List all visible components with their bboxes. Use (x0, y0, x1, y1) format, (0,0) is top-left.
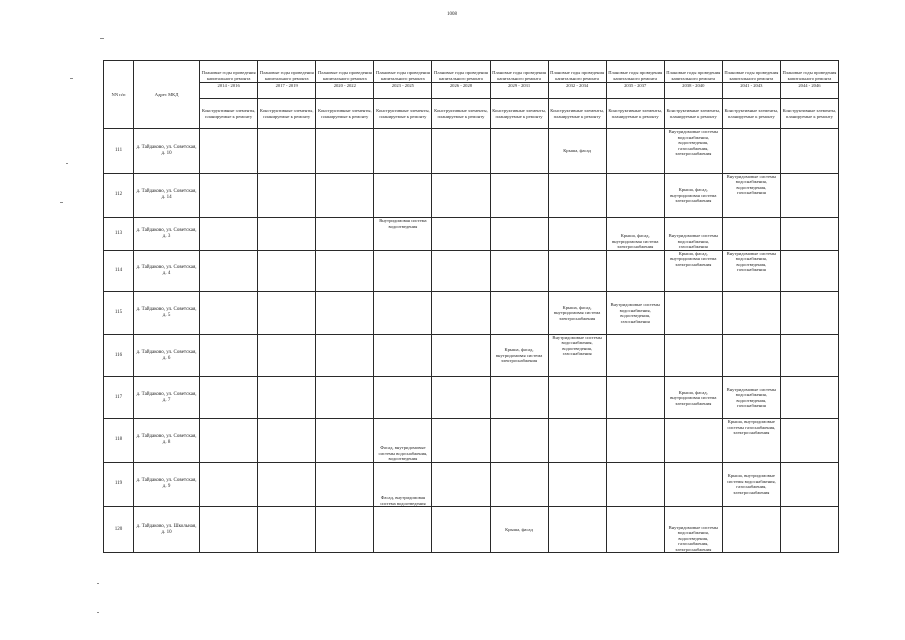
repair-cell (606, 129, 664, 174)
repair-cell (316, 250, 374, 292)
element-header: Конструктивные элементы, планируемые к ремонту (780, 99, 838, 129)
repair-cell (722, 129, 780, 174)
period-header-title: Плановые годы проведения капитального ремонта (666, 70, 721, 81)
repair-cell (200, 129, 258, 174)
repair-cell (258, 292, 316, 335)
repair-cell (780, 173, 838, 218)
repair-cell (200, 250, 258, 292)
table-row (104, 334, 839, 377)
repair-cell (722, 218, 780, 250)
row-number: 111 (104, 129, 134, 174)
address-column-header: Адрес МКД (134, 61, 200, 129)
table-row (104, 250, 839, 292)
repair-cell (606, 507, 664, 553)
period-years: 2032 - 2034 (549, 82, 606, 89)
row-number: 118 (104, 419, 134, 463)
scan-mark (97, 583, 99, 584)
repair-cell (490, 377, 548, 419)
period-header-title: Плановые годы проведения капитального ремонта (375, 70, 430, 81)
address-cell: д. Тайдаково, ул. Советская, д. 5 (134, 292, 200, 335)
repair-cell (316, 462, 374, 507)
repair-cell (490, 250, 548, 292)
repair-cell (374, 292, 432, 335)
repair-cell (316, 129, 374, 174)
repair-cell (432, 462, 490, 507)
repair-cell: Внутридомовые системы водоснабжения, водоотведения, газоснабжения (722, 250, 780, 292)
repair-cell (606, 173, 664, 218)
row-number: 112 (104, 173, 134, 218)
repair-cell (200, 377, 258, 419)
scan-mark (97, 612, 99, 613)
repair-cell (548, 419, 606, 463)
address-cell: д. Тайдаково, ул. Школьная, д. 10 (134, 507, 200, 553)
element-header-row (104, 99, 839, 129)
repair-cell (374, 173, 432, 218)
period-header (548, 61, 606, 99)
repair-cell (432, 218, 490, 250)
repair-cell (316, 507, 374, 553)
period-header (722, 61, 780, 99)
repair-cell (490, 218, 548, 250)
repair-cell (780, 377, 838, 419)
repair-cell (316, 419, 374, 463)
header-row (104, 61, 839, 99)
period-years: 2029 - 2031 (491, 82, 548, 89)
period-header-title: Плановые годы проведения капитального ремонта (492, 70, 546, 81)
address-cell: д. Тайдаково, ул. Советская, д. 8 (134, 419, 200, 463)
repair-cell (548, 250, 606, 292)
address-cell: д. Тайдаково, ул. Советская, д. 4 (134, 250, 200, 292)
element-header: Конструктивные элементы, планируемые к ремонту (664, 99, 722, 129)
repair-cell: Крыша, фасад (490, 507, 548, 553)
repair-cell: Внутридомовые системы водоснабжения, водоотведения, газоснабжения, электроснабжения (664, 129, 722, 174)
repair-cell: Фасад, внутридомовая система водоотведения (374, 462, 432, 507)
table-row (104, 173, 839, 218)
repair-cell (780, 218, 838, 250)
repair-cell (374, 507, 432, 553)
period-header (258, 61, 316, 99)
period-years: 2014 - 2016 (200, 82, 257, 89)
period-years: 2017 - 2019 (258, 82, 315, 89)
row-number: 117 (104, 377, 134, 419)
address-cell: д. Тайдаково, ул. Советская, д. 6 (134, 334, 200, 377)
scan-mark (66, 163, 68, 164)
repair-cell (780, 507, 838, 553)
scan-mark (100, 38, 104, 39)
period-header-title: Плановые годы проведения капитального ремонта (782, 70, 837, 81)
repair-cell (200, 292, 258, 335)
address-cell: д. Тайдаково, ул. Советская, д. 10 (134, 129, 200, 174)
period-header-title: Плановые годы проведения капитального ремонта (608, 70, 663, 81)
repair-cell (258, 218, 316, 250)
repair-cell (722, 292, 780, 335)
table-row (104, 129, 839, 174)
period-header (606, 61, 664, 99)
period-header-title: Плановые годы проведения капитального ремонта (201, 70, 256, 81)
repair-cell: Крыша, фасад, внутридомовая система электроснабжения (606, 218, 664, 250)
repair-cell (200, 507, 258, 553)
period-header-title: Плановые годы проведения капитального ремонта (317, 70, 372, 81)
repair-cell (722, 507, 780, 553)
period-header (432, 61, 490, 99)
repair-cell (200, 218, 258, 250)
repair-cell (664, 419, 722, 463)
repair-cell (316, 173, 374, 218)
repair-cell: Внутридомовая система водоотведения (374, 218, 432, 250)
row-number: 115 (104, 292, 134, 335)
element-header: Конструктивные элементы, планируемые к ремонту (606, 99, 664, 129)
repair-cell (548, 377, 606, 419)
element-header: Конструктивные элементы, планируемые к ремонту (258, 99, 316, 129)
repair-cell (606, 462, 664, 507)
element-header: Конструктивные элементы, планируемые к ремонту (200, 99, 258, 129)
element-header: Конструктивные элементы, планируемые к ремонту (490, 99, 548, 129)
repair-cell (490, 173, 548, 218)
element-header: Конструктивные элементы, планируемые к ремонту (548, 99, 606, 129)
repair-cell (200, 462, 258, 507)
table-row (104, 462, 839, 507)
repair-cell: Крыша, фасад, внутридомовая система электроснабжения (664, 173, 722, 218)
repair-cell (200, 334, 258, 377)
table-row (104, 218, 839, 250)
repair-cell: Крыша, внутридомовые системы газоснабжения, электроснабжения (722, 419, 780, 463)
row-number: 120 (104, 507, 134, 553)
period-years: 2044 - 2046 (781, 82, 838, 89)
repair-cell (490, 292, 548, 335)
repair-cell (606, 334, 664, 377)
repair-cell (490, 462, 548, 507)
repair-cell (316, 218, 374, 250)
repair-cell: Крыша, внутридомовые системы водоснабжения, газоснабжения, электроснабжения (722, 462, 780, 507)
repair-cell (606, 250, 664, 292)
repair-cell (258, 129, 316, 174)
repair-plan-table (103, 60, 839, 553)
repair-cell (780, 292, 838, 335)
repair-cell (490, 419, 548, 463)
repair-cell (258, 377, 316, 419)
row-number: 116 (104, 334, 134, 377)
period-header (664, 61, 722, 99)
repair-cell: Внутридомовые системы водоснабжения, водоотведения, газоснабжения (722, 173, 780, 218)
repair-cell (374, 377, 432, 419)
address-cell: д. Тайдаково, ул. Советская, д. 7 (134, 377, 200, 419)
repair-cell (780, 419, 838, 463)
repair-cell: Внутридомовые системы водоснабжения, водоотведения, газоснабжения (548, 334, 606, 377)
period-header (200, 61, 258, 99)
repair-cell (374, 129, 432, 174)
repair-cell (664, 334, 722, 377)
scan-mark (70, 78, 73, 79)
page-number: 1008 (447, 12, 457, 17)
period-years: 2035 - 2037 (607, 82, 664, 89)
repair-cell (722, 334, 780, 377)
repair-cell: Крыша, фасад, внутридомовая система электроснабжения (548, 292, 606, 335)
repair-cell (200, 173, 258, 218)
table-row (104, 507, 839, 553)
repair-cell (316, 377, 374, 419)
repair-cell (606, 419, 664, 463)
repair-cell (258, 334, 316, 377)
repair-cell (606, 377, 664, 419)
repair-cell (780, 250, 838, 292)
address-cell: д. Тайдаково, ул. Советская, д. 9 (134, 462, 200, 507)
repair-cell (780, 334, 838, 377)
period-years: 2020 - 2022 (316, 82, 373, 89)
period-years: 2041 - 2043 (723, 82, 780, 89)
repair-cell (548, 462, 606, 507)
repair-cell: Внутридомовые системы водоснабжения, водоотведения, газоснабжения (606, 292, 664, 335)
repair-cell (258, 419, 316, 463)
num-column-header: NN п/п (104, 61, 134, 129)
period-header-title: Плановые годы проведения капитального ремонта (433, 70, 488, 81)
repair-cell (432, 507, 490, 553)
repair-cell (316, 334, 374, 377)
repair-cell (780, 129, 838, 174)
repair-cell (258, 507, 316, 553)
repair-cell (432, 334, 490, 377)
period-header (374, 61, 432, 99)
row-number: 119 (104, 462, 134, 507)
repair-cell: Крыша, фасад, внутридомовая система электроснабжения (664, 250, 722, 292)
repair-cell (374, 250, 432, 292)
element-header: Конструктивные элементы, планируемые к ремонту (722, 99, 780, 129)
period-header-title: Плановые годы проведения капитального ремонта (550, 70, 605, 81)
repair-cell (432, 173, 490, 218)
repair-cell (780, 462, 838, 507)
row-number: 114 (104, 250, 134, 292)
table-row (104, 292, 839, 335)
repair-cell: Крыша, фасад, внутридомовая система электроснабжения (664, 377, 722, 419)
element-header: Конструктивные элементы, планируемые к ремонту (374, 99, 432, 129)
repair-cell (664, 292, 722, 335)
period-header-title: Плановые годы проведения капитального ремонта (259, 70, 314, 81)
repair-cell: Внутридомовые системы водоснабжения, газоснабжения (664, 218, 722, 250)
scan-mark (60, 202, 63, 203)
repair-cell (258, 462, 316, 507)
repair-cell: Крыша, фасад, внутридомовая система электроснабжения (490, 334, 548, 377)
period-header (490, 61, 548, 99)
repair-cell (432, 419, 490, 463)
repair-cell (548, 507, 606, 553)
element-header: Конструктивные элементы, планируемые к ремонту (432, 99, 490, 129)
period-years: 2038 - 2040 (665, 82, 722, 89)
repair-cell (258, 250, 316, 292)
repair-cell (432, 377, 490, 419)
repair-cell (548, 218, 606, 250)
repair-cell (490, 129, 548, 174)
repair-cell (548, 173, 606, 218)
repair-cell (664, 462, 722, 507)
repair-cell: Внутридомовые системы водоснабжения, водоотведения, газоснабжения, электроснабжения (664, 507, 722, 553)
repair-cell (432, 129, 490, 174)
address-cell: д. Тайдаково, ул. Советская, д. 3 (134, 218, 200, 250)
period-years: 2026 - 2028 (432, 82, 489, 89)
repair-cell (432, 250, 490, 292)
period-header (780, 61, 838, 99)
repair-cell (374, 334, 432, 377)
table-row (104, 377, 839, 419)
element-header: Конструктивные элементы, планируемые к ремонту (316, 99, 374, 129)
repair-cell (432, 292, 490, 335)
row-number: 113 (104, 218, 134, 250)
repair-cell: Крыша, фасад (548, 129, 606, 174)
address-cell: д. Тайдаково, ул. Советская, д. 14 (134, 173, 200, 218)
repair-cell (258, 173, 316, 218)
table-row (104, 419, 839, 463)
repair-cell (200, 419, 258, 463)
repair-cell: Внутридомовые системы водоснабжения, водоотведения, газоснабжения (722, 377, 780, 419)
repair-cell (316, 292, 374, 335)
period-header-title: Плановые годы проведения капитального ремонта (724, 70, 779, 81)
period-years: 2023 - 2025 (374, 82, 431, 89)
repair-cell: Фасад, внутридомовые системы водоснабжения, водоотведения (374, 419, 432, 463)
period-header (316, 61, 374, 99)
